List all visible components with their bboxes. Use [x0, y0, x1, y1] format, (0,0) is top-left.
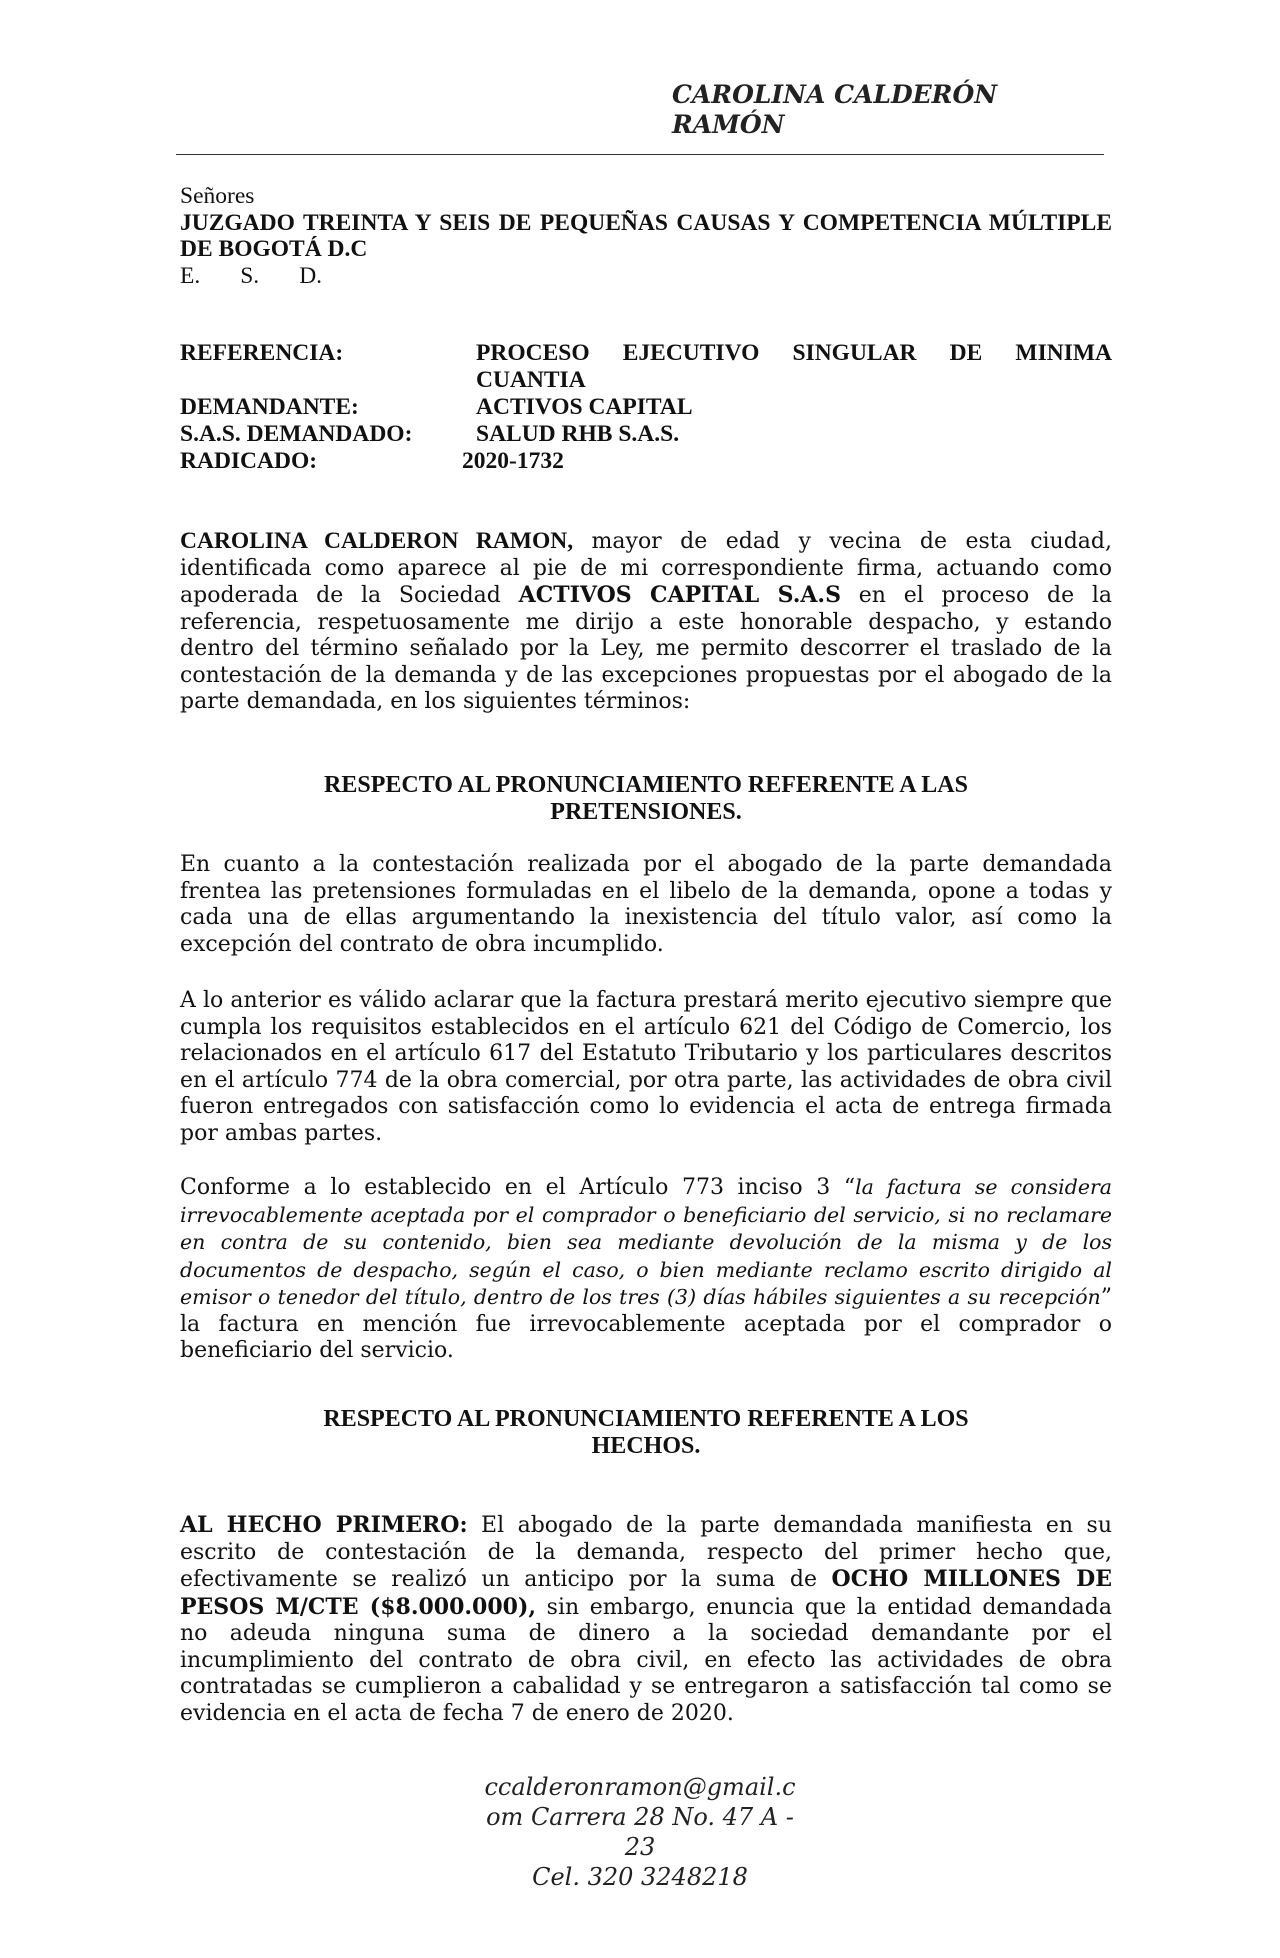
section-heading-hechos	[180, 1406, 1112, 1460]
fact-text-2: sin embargo, enuncia que la entidad demandada no adeuda ninguna suma de dinero a la sociedad demandante por el incumplimiento del contrato de obra civil, en efecto las actividades de obra contratadas se cumplieron a cabalidad y se entregaron a satisfacción tal como se evidencia en el acta de fecha 7 de enero de 2020.	[180, 1594, 1112, 1726]
defendant-label: S.A.S. DEMANDADO:	[180, 421, 413, 447]
intro-text-2: en el proceso de la referencia, respetuosamente me dirijo a este honorable despacho, y estando dentro del término señalado por la Ley, me permito descorrer el traslado de la contestación de la demanda y de las excepciones propuestas por el abogado de la parte demandada, en los siguientes términos:	[180, 583, 1112, 714]
plaintiff-value: ACTIVOS CAPITAL	[476, 394, 693, 420]
footer-contact	[460, 1772, 820, 1892]
author-name-line1: CAROLINA CALDERÓN	[672, 80, 998, 109]
author-name-line2: RAMÓN	[672, 110, 785, 139]
para3-end: ” la factura en mención fue irrevocablemente aceptada por el comprador o beneficiario del servicio.	[180, 1285, 1112, 1363]
fact-label: AL HECHO PRIMERO:	[180, 1512, 468, 1538]
heading-hechos-line2: HECHOS.	[591, 1433, 701, 1459]
section-heading-pretensiones	[180, 772, 1112, 826]
plaintiff-label: DEMANDANTE:	[180, 394, 359, 420]
salutation: Señores	[180, 183, 255, 209]
esd-s: S.	[240, 262, 260, 289]
reference-value-line1: PROCESO EJECUTIVO SINGULAR DE MINIMA	[476, 340, 1112, 366]
footer-phone: Cel. 320 3248218	[532, 1863, 748, 1891]
reference-value-line2: CUANTIA	[476, 367, 586, 393]
fact-text-1: El abogado de la parte demandada manifiesta en su escrito de contestación de la demanda, respecto del primer hecho que, efectivamente se realizó un anticipo por la suma de	[180, 1513, 1112, 1592]
hecho-primero-paragraph	[180, 1512, 1112, 1727]
footer-email: ccalderonramon@gmail.c	[484, 1773, 796, 1801]
footer-address: om Carrera 28 No. 47 A -	[486, 1803, 794, 1831]
advance-amount: OCHO MILLONES DE PESOS M/CTE ($8.000.000),	[180, 1566, 1112, 1620]
pretensiones-paragraph-3	[180, 1174, 1112, 1365]
company-name: ACTIVOS CAPITAL S.A.S	[518, 582, 841, 608]
author-name: CAROLINA CALDERON RAMON,	[180, 528, 574, 554]
heading-pretensiones-line2: PRETENSIONES.	[550, 799, 742, 825]
footer-address-cont: 23	[624, 1833, 656, 1861]
pretensiones-paragraph-1: En cuanto a la contestación realizada por el abogado de la parte demandada frentea las pretensiones formuladas en el libelo de la demanda, opone a todas y cada una de ellas argumentando la inexistencia del título valor, así como la excepción del contrato de obra incumplido.	[180, 852, 1112, 957]
para3-start: Conforme a lo establecido en el Artículo 773 inciso 3 “	[180, 1175, 856, 1200]
heading-pretensiones-line1: RESPECTO AL PRONUNCIAMIENTO REFERENTE A LAS	[324, 772, 968, 798]
filed-value: 2020-1732	[462, 448, 564, 474]
pretensiones-paragraph-2: A lo anterior es válido aclarar que la factura prestará merito ejecutivo siempre que cumpla los requisitos establecidos en el artículo 621 del Código de Comercio, los relacionados en el artículo 617 del Estatuto Tributario y los particulares descritos en el artículo 774 de la obra comercial, por otra parte, las actividades de obra civil fueron entregados con satisfacción como lo evidencia el acta de entrega firmada por ambas partes.	[180, 988, 1112, 1146]
esd-line	[180, 263, 1112, 290]
court-name: JUZGADO TREINTA Y SEIS DE PEQUEÑAS CAUSAS Y COMPETENCIA MÚLTIPLE DE BOGOTÁ D.C	[180, 209, 1112, 262]
intro-paragraph	[180, 528, 1112, 716]
reference-label: REFERENCIA:	[180, 340, 344, 366]
esd-e: E.	[180, 262, 201, 289]
intro-text-1: mayor de edad y vecina de esta ciudad, identificada como aparece al pie de mi correspondiente firma, actuando como apoderada de la Sociedad	[180, 529, 1112, 608]
header-divider	[176, 154, 1104, 155]
filed-label: RADICADO:	[180, 448, 318, 474]
esd-d: D.	[299, 262, 323, 289]
reference-block	[180, 340, 1112, 475]
defendant-value: SALUD RHB S.A.S.	[476, 421, 680, 447]
author-header	[672, 80, 1092, 140]
legal-quote: la factura se considera irrevocablemente aceptada por el comprador o beneficiario del servicio, si no reclamare en contra de su contenido, bien sea mediante devolución de la misma y de los documentos de despacho, según el caso, o bien mediante reclamo escrito dirigido al emisor o tenedor del título, dentro de los tres (3) días hábiles siguientes a su recepción	[180, 1175, 1112, 1309]
addressee-block	[180, 183, 1112, 289]
heading-hechos-line1: RESPECTO AL PRONUNCIAMIENTO REFERENTE A LOS	[323, 1406, 969, 1432]
